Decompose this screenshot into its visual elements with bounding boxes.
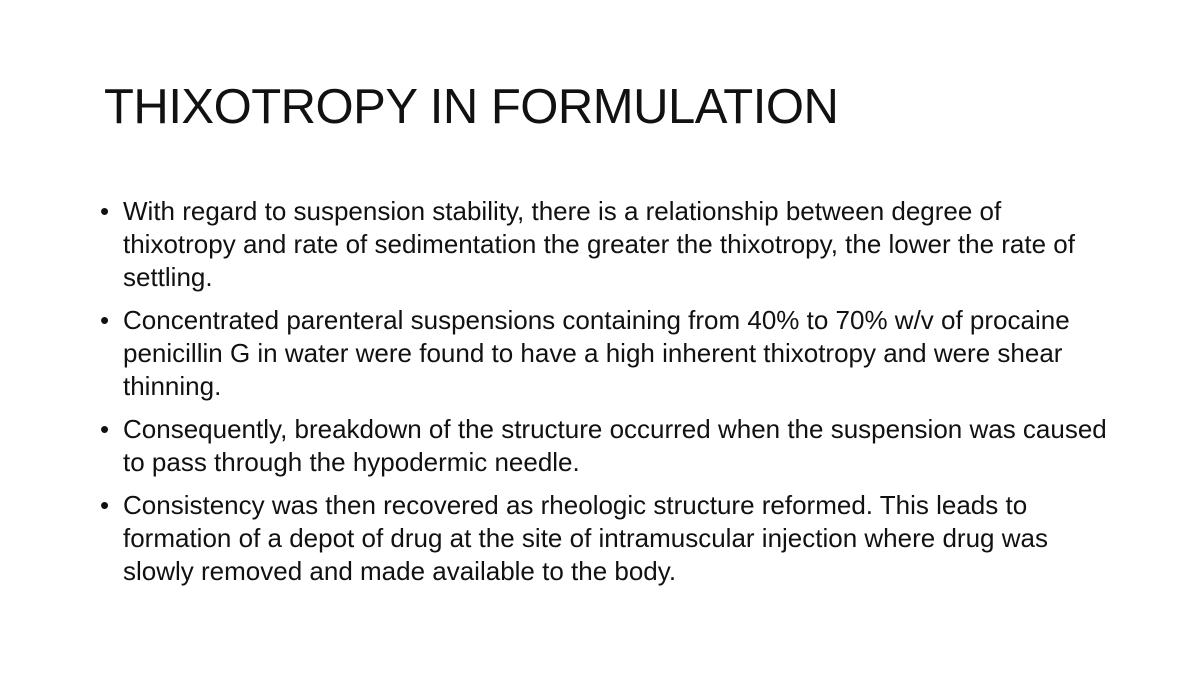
- bullet-text: Concentrated parenteral suspensions containing from 40% to 70% w/v of procaine penicillin G in water were found to have a high inherent thixotropy and were shear thinning.: [123, 305, 1070, 401]
- bullet-text: Consistency was then recovered as rheologic structure reformed. This leads to formation of a depot of drug at the site of intramuscular injection where drug was slowly removed and made available to the body.: [123, 490, 1048, 586]
- bullet-icon: •: [100, 196, 110, 226]
- bullet-text: With regard to suspension stability, there is a relationship between degree of thixotropy and rate of sedimentation the greater the thixotropy, the lower the rate of settling.: [123, 196, 1075, 292]
- bullet-list: [100, 195, 1110, 598]
- bullet-icon: •: [100, 305, 110, 335]
- bullet-icon: •: [100, 414, 110, 444]
- bullet-icon: •: [100, 490, 110, 520]
- list-item: [100, 195, 1110, 294]
- bullet-text: Consequently, breakdown of the structure occurred when the suspension was caused to pass through the hypodermic needle.: [123, 414, 1107, 477]
- list-item: [100, 489, 1110, 588]
- list-item: [100, 413, 1110, 479]
- list-item: [100, 304, 1110, 403]
- slide-title: THIXOTROPY IN FORMULATION: [104, 80, 839, 134]
